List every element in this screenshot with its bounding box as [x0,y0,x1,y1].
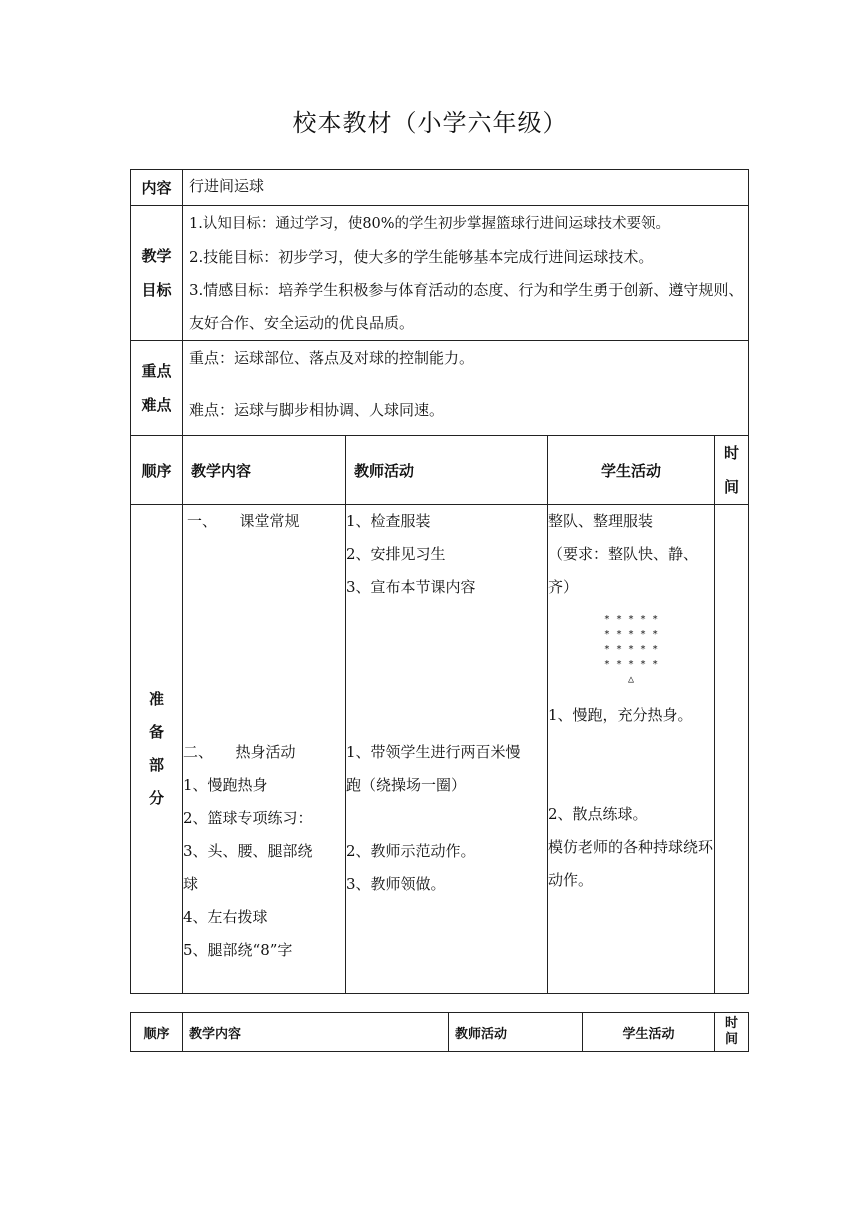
next-header-teaching: 教学内容 [183,1013,449,1052]
key-point: 重点：运球部位、落点及对球的控制能力。 [189,349,475,367]
content-label: 内容 [131,170,183,206]
next-header-student: 学生活动 [583,1013,715,1052]
prep-label-char: 部 [148,756,164,774]
prep-teaching-content [183,505,346,994]
keypoints-row [131,341,749,436]
header-student: 学生活动 [548,436,715,505]
prep-label-char: 分 [148,789,164,807]
header-teaching: 教学内容 [183,436,346,505]
content-value: 行进间运球 [183,170,749,206]
formation-row: * * * * * [603,629,659,640]
next-page-header-table [130,1012,749,1052]
teacher-item: 2、安排见习生 [346,545,446,563]
teaching-item: 5、腿部绕“8”字 [183,941,293,959]
teaching-item: 一、 课堂常规 [187,512,300,530]
goals-label [131,206,183,341]
page-title: 校本教材（小学六年级） [292,109,568,137]
keypoints-text [183,341,749,436]
prep-teacher-activity [346,505,548,994]
next-header-order: 顺序 [131,1013,183,1052]
keypoints-label [131,341,183,436]
goals-row [131,206,749,341]
header-teacher: 教师活动 [346,436,548,505]
next-header-time-line: 间 [724,1032,738,1047]
teacher-item: 1、带领学生进行两百米慢跑（绕操场一圈） [346,743,521,794]
student-item: 2、散点练球。 [548,805,648,823]
formation-row: △ [627,674,635,685]
prep-label-char: 准 [148,690,164,708]
prep-label [131,505,183,994]
next-header-teacher: 教师活动 [449,1013,583,1052]
teaching-item: 3、头、腰、腿部绕球 [183,842,313,893]
formation-row: * * * * * [603,614,659,625]
student-item: （要求：整队快、静、齐） [548,545,699,596]
lesson-plan-table [130,169,749,994]
student-item: 模仿老师的各种持球绕环动作。 [548,838,714,889]
goals-label-line: 目标 [141,281,172,299]
teacher-item: 3、教师领做。 [346,875,446,893]
prep-time [715,505,749,994]
teaching-item: 1、慢跑热身 [183,776,268,794]
content-row [131,170,749,206]
prep-student-activity [548,505,715,994]
keypoints-label-line: 重点 [141,362,172,380]
header-order: 顺序 [131,436,183,505]
header-row [131,436,749,505]
student-item: 1、慢跑，充分热身。 [548,706,693,724]
next-header-row [131,1013,749,1052]
prep-row [131,505,749,994]
goal-item: 3.情感目标：培养学生积极参与体育活动的态度、行为和学生勇于创新、遵守规则、友好合作、安全运动的优良品质。 [189,281,744,332]
student-item: 整队、整理服装 [548,512,654,530]
teaching-item: 4、左右拨球 [183,908,268,926]
goal-item: 1.认知目标：通过学习，使80%的学生初步掌握篮球行进间运球技术要领。 [189,216,671,232]
teacher-item: 1、检查服装 [346,512,431,530]
teacher-item: 3、宣布本节课内容 [346,578,476,596]
teaching-item: 2、篮球专项练习： [183,809,313,827]
keypoints-label-line: 难点 [141,396,172,414]
header-time [715,436,749,505]
goals-text [183,206,749,341]
header-time-line: 时 [724,444,740,462]
goals-label-line: 教学 [141,247,172,265]
formation-row: * * * * * [603,644,659,655]
header-time-line: 间 [724,478,740,496]
teaching-item: 二、 热身活动 [183,743,296,761]
next-header-time [715,1013,749,1052]
goal-item: 2.技能目标：初步学习，使大多的学生能够基本完成行进间运球技术。 [189,248,654,266]
prep-label-char: 备 [148,723,164,741]
teacher-item: 2、教师示范动作。 [346,842,476,860]
next-header-time-line: 时 [724,1016,738,1031]
formation-row: * * * * * [603,659,659,670]
difficulty-point: 难点：运球与脚步相协调、人球同速。 [189,401,445,419]
formation-diagram [548,612,714,687]
